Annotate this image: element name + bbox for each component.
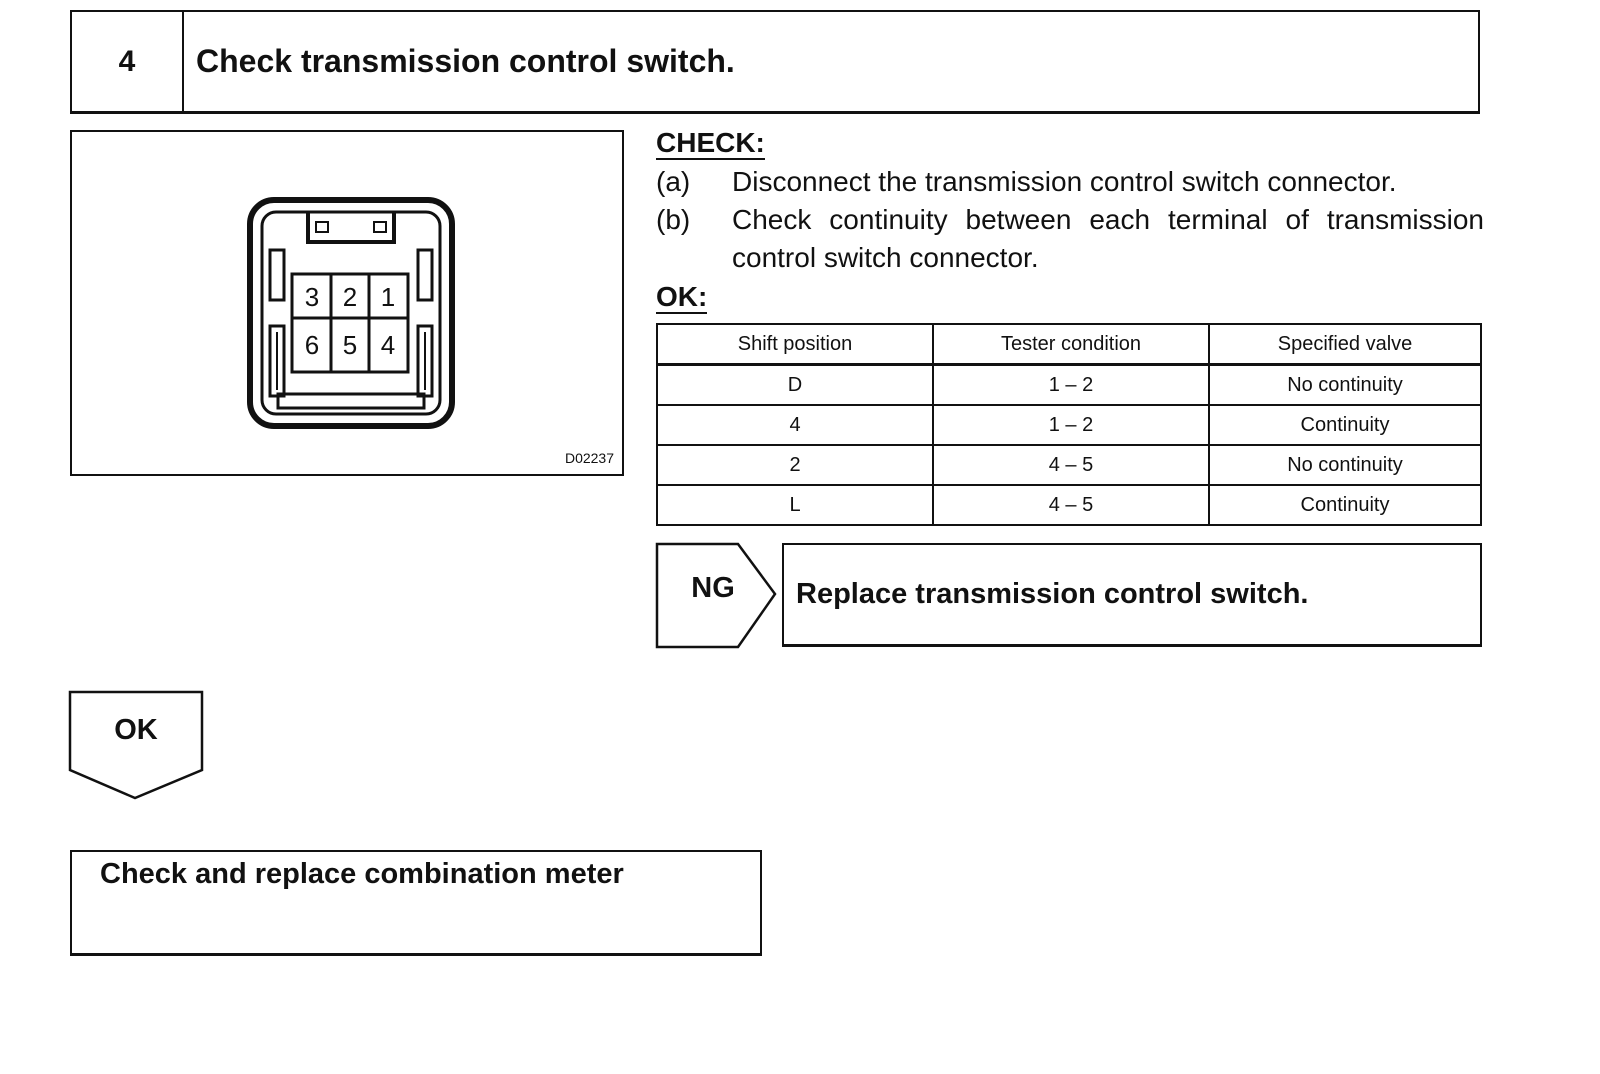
check-step-text: Disconnect the transmission control switch connector. bbox=[732, 166, 1397, 197]
step-number: 4 bbox=[72, 12, 184, 111]
step-header bbox=[70, 10, 1480, 114]
table-cell: 2 bbox=[657, 445, 933, 485]
table-cell: 1 – 2 bbox=[933, 365, 1209, 406]
table-row bbox=[657, 445, 1481, 485]
terminal-3: 3 bbox=[304, 282, 320, 312]
table-cell: 1 – 2 bbox=[933, 405, 1209, 445]
ng-result-text: Replace transmission control switch. bbox=[796, 578, 1309, 610]
terminal-6: 6 bbox=[304, 330, 320, 360]
final-step-text: Check and replace combination meter bbox=[100, 858, 624, 890]
column-header: Shift position bbox=[657, 324, 933, 365]
table-row bbox=[657, 365, 1481, 406]
table-row bbox=[657, 485, 1481, 525]
check-heading: CHECK: bbox=[656, 127, 765, 158]
table-row bbox=[657, 405, 1481, 445]
table-cell: 4 bbox=[657, 405, 933, 445]
terminal-2: 2 bbox=[342, 282, 358, 312]
table-cell: Continuity bbox=[1209, 485, 1481, 525]
table-header-row bbox=[657, 324, 1481, 365]
check-step-text: Check continuity between each terminal of transmission control switch connector. bbox=[732, 204, 1484, 273]
terminal-5: 5 bbox=[342, 330, 358, 360]
connector-figure bbox=[70, 130, 624, 476]
column-header: Tester condition bbox=[933, 324, 1209, 365]
check-step-b bbox=[656, 201, 1486, 277]
table-cell: No continuity bbox=[1209, 445, 1481, 485]
figure-code: D02237 bbox=[564, 450, 614, 466]
check-step-label: (b) bbox=[656, 204, 691, 235]
column-header: Specified valve bbox=[1209, 324, 1481, 365]
spec-table bbox=[656, 323, 1482, 526]
ng-result-box bbox=[782, 543, 1482, 647]
check-step-a bbox=[656, 163, 1397, 201]
ok-heading: OK: bbox=[656, 281, 708, 312]
terminal-1: 1 bbox=[380, 282, 396, 312]
table-cell: 4 – 5 bbox=[933, 445, 1209, 485]
table-cell: No continuity bbox=[1209, 365, 1481, 406]
table-cell: 4 – 5 bbox=[933, 485, 1209, 525]
terminal-4: 4 bbox=[380, 330, 396, 360]
table-cell: L bbox=[657, 485, 933, 525]
step-title: Check transmission control switch. bbox=[196, 43, 735, 79]
table-cell: D bbox=[657, 365, 933, 406]
ng-label: NG bbox=[691, 572, 735, 604]
connector-diagram bbox=[72, 132, 622, 474]
final-step-box bbox=[70, 850, 762, 956]
table-cell: Continuity bbox=[1209, 405, 1481, 445]
check-step-label: (a) bbox=[656, 166, 691, 197]
ok-label: OK bbox=[114, 714, 158, 746]
